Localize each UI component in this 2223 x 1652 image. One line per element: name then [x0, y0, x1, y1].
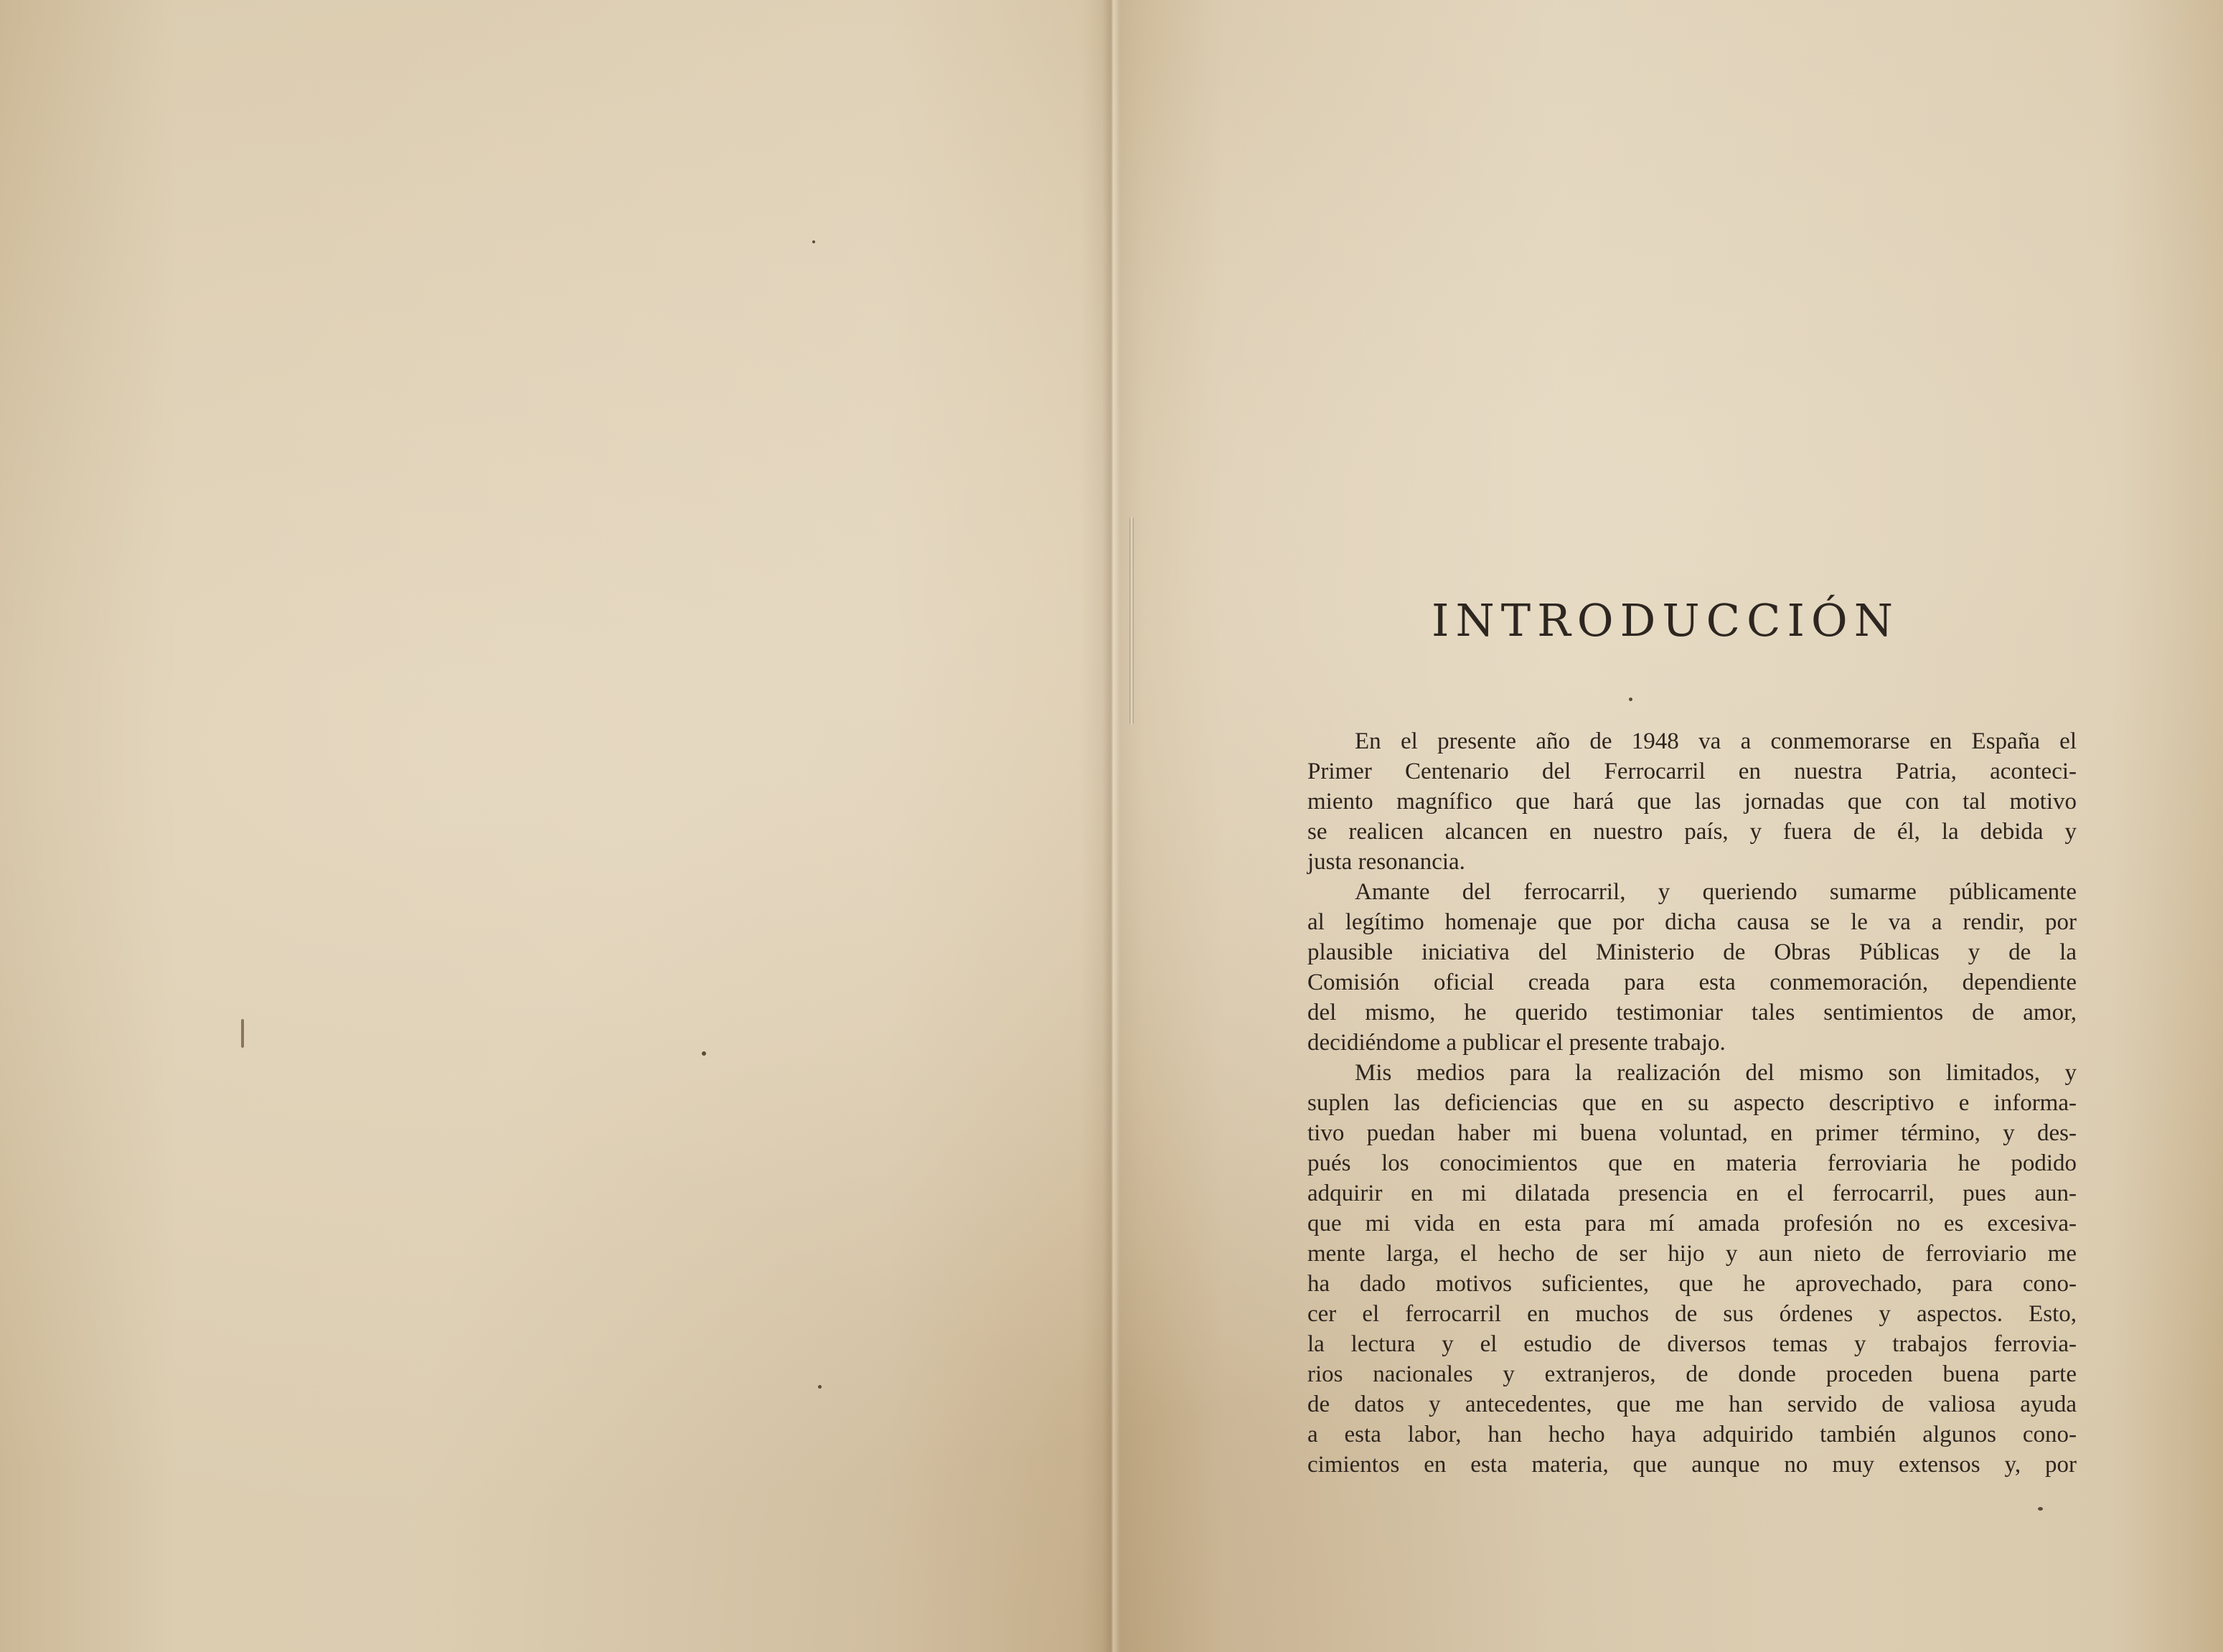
paragraph-3 — [1307, 1058, 2077, 1480]
paper-speck — [1629, 698, 1632, 701]
paragraph-1 — [1307, 726, 2077, 877]
text-line: ha dado motivos suficientes, que he aprovechado, para cono- — [1307, 1271, 2077, 1297]
paper-speck — [2038, 1507, 2043, 1511]
text-line: que mi vida en esta para mí amada profesión no es excesiva- — [1307, 1211, 2077, 1236]
text-line: decidiéndome a publicar el presente trabajo. — [1307, 1030, 1726, 1056]
paper-speck — [241, 1019, 244, 1048]
text-line: Primer Centenario del Ferrocarril en nuestra Patria, aconteci- — [1307, 759, 2077, 784]
paper-speck — [812, 240, 815, 243]
page-title: INTRODUCCIÓN — [1432, 594, 1900, 647]
left-page-blank — [0, 0, 1109, 1652]
text-line: al legítimo homenaje que por dicha causa se le va a rendir, por — [1307, 909, 2077, 935]
paper-speck — [702, 1051, 706, 1056]
paragraph-2 — [1307, 877, 2077, 1058]
paper-speck — [818, 1385, 822, 1389]
body-text — [1307, 726, 2077, 1480]
text-line: se realicen alcancen en nuestro país, y fuera de él, la debida y — [1307, 819, 2077, 845]
text-line: Comisión oficial creada para esta conmemoración, dependiente — [1307, 970, 2077, 995]
text-line: pués los conocimientos que en materia ferroviaria he podido — [1307, 1150, 2077, 1176]
text-line: miento magnífico que hará que las jornadas que con tal motivo — [1307, 789, 2077, 815]
text-line: de datos y antecedentes, que me han servido de valiosa ayuda — [1307, 1391, 2077, 1417]
text-line: justa resonancia. — [1307, 849, 1465, 875]
text-line: rios nacionales y extranjeros, de donde proceden buena parte — [1307, 1361, 2077, 1387]
text-line: mente larga, el hecho de ser hijo y aun nieto de ferroviario me — [1307, 1241, 2077, 1267]
text-line: tivo puedan haber mi buena voluntad, en primer término, y des- — [1307, 1120, 2077, 1146]
text-line: En el presente año de 1948 va a conmemorarse en España el — [1355, 728, 2077, 754]
text-line: cer el ferrocarril en muchos de sus órdenes y aspectos. Esto, — [1307, 1301, 2077, 1327]
text-line: cimientos en esta materia, que aunque no muy extensos y, por — [1307, 1452, 2077, 1478]
text-line: del mismo, he querido testimoniar tales sentimientos de amor, — [1307, 1000, 2077, 1026]
text-line: adquirir en mi dilatada presencia en el ferrocarril, pues aun- — [1307, 1181, 2077, 1206]
text-line: suplen las deficiencias que en su aspecto descriptivo e informa- — [1307, 1090, 2077, 1116]
text-line: la lectura y el estudio de diversos temas y trabajos ferrovia- — [1307, 1331, 2077, 1357]
text-line: Amante del ferrocarril, y queriendo sumarme públicamente — [1355, 879, 2077, 905]
text-line: Mis medios para la realización del mismo son limitados, y — [1355, 1060, 2077, 1086]
text-line: plausible iniciativa del Ministerio de Obras Públicas y de la — [1307, 939, 2077, 965]
text-line: a esta labor, han hecho haya adquirido también algunos cono- — [1307, 1422, 2077, 1447]
